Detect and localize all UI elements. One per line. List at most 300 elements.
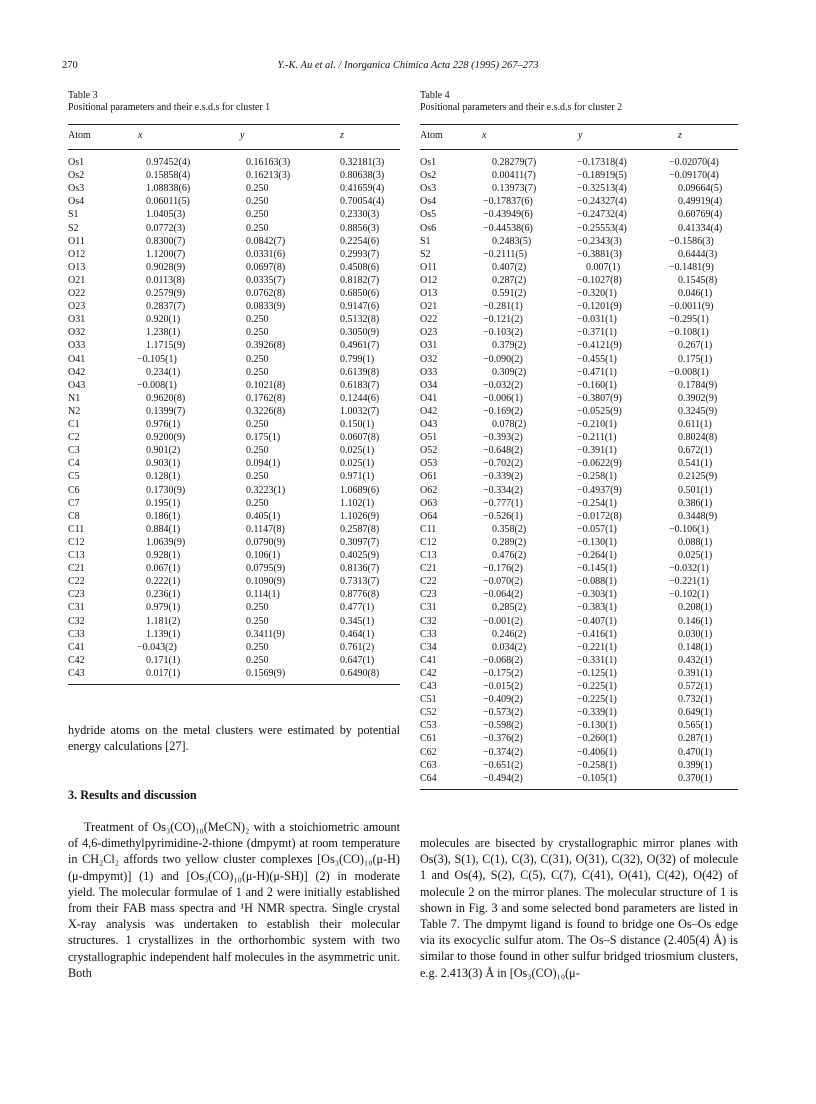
coordinate-cell: 0.6183(7) xyxy=(340,379,380,391)
coordinate-cell: 0.928(1) xyxy=(146,550,181,561)
coordinate-cell: 0.541(1) xyxy=(678,458,713,470)
atom-cell: O32 xyxy=(420,353,438,365)
coordinate-cell: 0.501(1) xyxy=(678,484,713,496)
coordinate-cell: 0.208(1) xyxy=(678,602,713,614)
coordinate-cell: 0.7313(7) xyxy=(340,576,380,588)
coordinate-cell: 0.250 xyxy=(246,327,269,339)
coordinate-cell: 0.0331(6) xyxy=(246,248,286,260)
coordinate-cell: 0.97452(4) xyxy=(146,157,191,168)
coordinate-cell: 0.6490(8) xyxy=(340,667,380,679)
coordinate-cell: 0.399(1) xyxy=(678,759,713,771)
atom-cell: O53 xyxy=(420,458,438,470)
coordinate-cell: 0.3226(8) xyxy=(246,405,286,417)
table-row xyxy=(68,300,400,313)
atom-cell: C33 xyxy=(68,628,85,640)
coordinate-cell: 0.0697(8) xyxy=(246,261,286,273)
coordinate-cell: −0.064(2) xyxy=(483,589,523,601)
coordinate-cell: 0.976(1) xyxy=(146,419,181,430)
atom-cell: C22 xyxy=(68,576,85,588)
coordinate-cell: 0.391(1) xyxy=(678,667,713,679)
coordinate-cell: 0.80638(3) xyxy=(340,170,385,182)
table-row xyxy=(420,772,738,785)
table-row xyxy=(68,444,400,457)
table-row xyxy=(420,300,738,313)
coordinate-cell: 0.250 xyxy=(246,209,269,221)
coordinate-cell: 0.761(2) xyxy=(340,641,375,653)
table3-caption-block xyxy=(68,90,270,114)
atom-cell: C64 xyxy=(420,772,437,784)
table-row xyxy=(68,431,400,444)
atom-cell: C23 xyxy=(68,589,85,601)
coordinate-cell: 0.8136(7) xyxy=(340,563,380,575)
coordinate-cell: −0.176(2) xyxy=(483,563,523,575)
atom-cell: O13 xyxy=(68,261,86,273)
coordinate-cell: 0.386(1) xyxy=(678,497,713,509)
coordinate-cell: 0.3050(9) xyxy=(340,327,380,339)
coordinate-cell: 0.41334(4) xyxy=(678,222,723,234)
coordinate-cell: 0.250 xyxy=(246,497,269,509)
journal-citation: Y.-K. Au et al. / Inorganica Chimica Acta 228 (1995) 267–273 xyxy=(277,60,539,71)
atom-cell: C61 xyxy=(420,733,437,745)
coordinate-cell: 0.2330(3) xyxy=(340,209,380,221)
coordinate-cell: −0.320(1) xyxy=(577,288,617,299)
coordinate-cell: 0.920(1) xyxy=(146,314,181,326)
coordinate-cell: −0.1027(8) xyxy=(577,274,622,286)
coordinate-cell: 0.2579(9) xyxy=(146,288,186,299)
coordinate-cell: −0.006(1) xyxy=(483,392,523,404)
coordinate-cell: 0.565(1) xyxy=(678,720,713,732)
table-rule-header xyxy=(68,149,400,150)
coordinate-cell: 1.0689(6) xyxy=(340,484,380,496)
atom-cell: O31 xyxy=(420,340,438,352)
table-row xyxy=(420,274,738,287)
coordinate-cell: −0.211(1) xyxy=(577,432,617,444)
coordinate-cell: 0.6850(6) xyxy=(340,288,380,299)
atom-cell: O41 xyxy=(68,353,86,365)
coordinate-cell: 0.250 xyxy=(246,615,269,627)
atom-cell: O33 xyxy=(68,340,86,352)
atom-cell: C53 xyxy=(420,720,437,732)
coordinate-cell: 0.2254(6) xyxy=(340,235,380,247)
table-row xyxy=(420,732,738,745)
coordinate-cell: 0.477(1) xyxy=(340,602,375,614)
table-row xyxy=(68,484,400,497)
coordinate-cell: 0.025(1) xyxy=(340,445,375,457)
atom-cell: C2 xyxy=(68,432,80,444)
coordinate-cell: −0.17837(6) xyxy=(483,196,533,208)
atom-cell: O13 xyxy=(420,288,438,299)
coordinate-cell: −0.106(1) xyxy=(669,523,709,535)
table-row xyxy=(68,313,400,326)
table-row xyxy=(420,339,738,352)
intro-text: hydride atoms on the metal clusters were estimated by potential energy calculations [27]. xyxy=(68,723,400,754)
table-row xyxy=(420,261,738,274)
coordinate-cell: −0.32513(4) xyxy=(577,183,627,195)
coordinate-cell: −0.3881(3) xyxy=(577,248,622,260)
table-row xyxy=(68,366,400,379)
coordinate-cell: 0.9200(9) xyxy=(146,432,186,444)
coordinate-cell: −0.221(1) xyxy=(577,641,617,653)
coordinate-cell: 0.046(1) xyxy=(678,288,713,299)
atom-cell: O42 xyxy=(420,405,438,417)
table-row xyxy=(420,562,738,575)
left-paragraph-text: Treatment of Os₃(CO)₁₀(MeCN)₂ with a stoichiometric amount of 4,6-dimethylpyrimidine-2-thione (dmpymt) at room temperature in CH₂Cl₂ affords two yellow cluster complexes [Os₃(CO)₁₀(μ-H)(μ-dmpymt)] (1) and [Os₃(CO)₁₀(μ-H)(μ-SH)] (2) in moderate yield. The molecular formulae of 1 and 2 were initially established from their FAB mass spectra and ¹H NMR spectra. Single crystal X-ray analysis was undertaken to establish their molecular structures. 1 crystallizes in the orthorhombic system with two crystallographic independent half molecules in the asymmetric unit. Both xyxy=(68,820,400,980)
table-row xyxy=(420,549,738,562)
table-row xyxy=(68,287,400,300)
coordinate-cell: −0.130(1) xyxy=(577,720,617,732)
coordinate-cell: 0.345(1) xyxy=(340,615,375,627)
table-row xyxy=(68,497,400,510)
coordinate-cell: −0.281(1) xyxy=(483,301,523,313)
table-row xyxy=(420,601,738,614)
coordinate-cell: −0.24732(4) xyxy=(577,209,627,221)
coordinate-cell: 0.250 xyxy=(246,419,269,430)
table3-label: Table 3 xyxy=(68,90,98,101)
coordinate-cell: −0.2343(3) xyxy=(577,235,622,247)
atom-cell: C22 xyxy=(420,576,437,588)
coordinate-cell: 0.287(1) xyxy=(678,733,713,745)
coordinate-cell: 0.884(1) xyxy=(146,523,181,535)
atom-cell: O32 xyxy=(68,327,86,339)
atom-cell: C43 xyxy=(420,681,437,692)
atom-cell: S1 xyxy=(420,235,431,247)
atom-cell: C32 xyxy=(420,615,437,627)
atom-cell: C13 xyxy=(68,550,85,561)
atom-cell: O12 xyxy=(68,248,86,260)
coordinate-cell: 0.0795(9) xyxy=(246,563,286,575)
coordinate-cell: 0.799(1) xyxy=(340,353,375,365)
table-row xyxy=(68,510,400,523)
atom-cell: Os3 xyxy=(420,183,437,195)
coordinate-cell: −0.175(2) xyxy=(483,667,523,679)
coordinate-cell: −0.376(2) xyxy=(483,733,523,745)
table-row xyxy=(420,523,738,536)
coordinate-cell: −0.777(1) xyxy=(483,497,523,509)
atom-cell: Os4 xyxy=(68,196,85,208)
coordinate-cell: 0.250 xyxy=(246,183,269,195)
coordinate-cell: 0.1244(6) xyxy=(340,392,380,404)
coordinate-cell: −0.102(1) xyxy=(669,589,709,601)
coordinate-cell: −0.407(1) xyxy=(577,615,617,627)
atom-cell: C42 xyxy=(68,654,85,666)
table-row xyxy=(420,693,738,706)
table-row xyxy=(68,274,400,287)
table-row xyxy=(68,379,400,392)
coordinate-cell: −0.145(1) xyxy=(577,563,617,575)
coordinate-cell: −0.258(1) xyxy=(577,471,617,483)
coordinate-cell: 0.649(1) xyxy=(678,707,713,719)
coordinate-cell: −0.264(1) xyxy=(577,550,617,561)
table-rule-header xyxy=(420,149,738,150)
coordinate-cell: 0.572(1) xyxy=(678,681,713,692)
coordinate-cell: −0.057(1) xyxy=(577,523,617,535)
atom-cell: C41 xyxy=(420,654,437,666)
coordinate-cell: 0.3097(7) xyxy=(340,536,380,548)
atom-cell: O34 xyxy=(420,379,438,391)
table-row xyxy=(420,628,738,641)
table-row xyxy=(68,562,400,575)
atom-cell: S2 xyxy=(68,222,79,234)
coordinate-cell: −0.371(1) xyxy=(577,327,617,339)
coordinate-cell: 0.4961(7) xyxy=(340,340,380,352)
coordinate-cell: 0.067(1) xyxy=(146,563,181,575)
coordinate-cell: 0.114(1) xyxy=(246,589,280,601)
table-row xyxy=(420,484,738,497)
coordinate-cell: 0.250 xyxy=(246,602,269,614)
coordinate-cell: 0.017(1) xyxy=(146,667,181,679)
coordinate-cell: 0.611(1) xyxy=(678,419,712,430)
coordinate-cell: −0.125(1) xyxy=(577,667,617,679)
table3-caption: Positional parameters and their e.s.d.s for cluster 1 xyxy=(68,102,271,113)
table-row xyxy=(68,261,400,274)
coordinate-cell: 0.15858(4) xyxy=(146,170,191,182)
table-row xyxy=(68,549,400,562)
coordinate-cell: 0.464(1) xyxy=(340,628,375,640)
coordinate-cell: 0.148(1) xyxy=(678,641,713,653)
atom-cell: C42 xyxy=(420,667,437,679)
table-row xyxy=(420,680,738,693)
coordinate-cell: 0.3926(8) xyxy=(246,340,286,352)
table-row xyxy=(420,379,738,392)
table-row xyxy=(68,588,400,601)
coordinate-cell: −0.121(2) xyxy=(483,314,523,326)
coordinate-cell: 0.407(2) xyxy=(492,261,527,273)
coordinate-cell: −0.090(2) xyxy=(483,353,523,365)
coordinate-cell: −0.391(1) xyxy=(577,445,617,457)
coordinate-cell: −0.0525(9) xyxy=(577,405,622,417)
coordinate-cell: −0.169(2) xyxy=(483,405,523,417)
coordinate-cell: −0.032(1) xyxy=(669,563,709,575)
coordinate-cell: 0.0772(3) xyxy=(146,222,186,234)
coordinate-cell: 1.181(2) xyxy=(146,615,181,627)
atom-cell: S1 xyxy=(68,209,79,221)
coordinate-cell: 0.0607(8) xyxy=(340,432,380,444)
coordinate-cell: 0.007(1) xyxy=(586,261,621,273)
coordinate-cell: 0.222(1) xyxy=(146,576,181,588)
table-row xyxy=(68,182,400,195)
coordinate-cell: 0.246(2) xyxy=(492,628,527,640)
column-header: z xyxy=(678,130,682,141)
coordinate-cell: 0.49919(4) xyxy=(678,196,723,208)
table-row xyxy=(420,235,738,248)
coordinate-cell: 0.2125(9) xyxy=(678,471,718,483)
table-row xyxy=(420,392,738,405)
coordinate-cell: 0.025(1) xyxy=(678,550,713,561)
coordinate-cell: 0.106(1) xyxy=(246,550,281,561)
coordinate-cell: −0.455(1) xyxy=(577,353,617,365)
coordinate-cell: 0.250 xyxy=(246,366,269,378)
table-row xyxy=(420,615,738,628)
table-row xyxy=(68,405,400,418)
coordinate-cell: 0.901(2) xyxy=(146,445,181,457)
coordinate-cell: 0.591(2) xyxy=(492,288,527,299)
table-row xyxy=(420,706,738,719)
table-row xyxy=(420,182,738,195)
coordinate-cell: 0.32181(3) xyxy=(340,157,385,168)
atom-cell: C33 xyxy=(420,628,437,640)
atom-cell: O42 xyxy=(68,366,86,378)
atom-cell: C52 xyxy=(420,707,437,719)
table-row xyxy=(68,235,400,248)
coordinate-cell: 1.1200(7) xyxy=(146,248,186,260)
coordinate-cell: −0.471(1) xyxy=(577,366,617,378)
coordinate-cell: −0.648(2) xyxy=(483,445,523,457)
coordinate-cell: −0.339(1) xyxy=(577,707,617,719)
coordinate-cell: 0.3902(9) xyxy=(678,392,718,404)
coordinate-cell: −0.254(1) xyxy=(577,497,617,509)
atom-cell: O22 xyxy=(420,314,438,326)
coordinate-cell: −0.0622(9) xyxy=(577,458,622,470)
coordinate-cell: 0.9147(6) xyxy=(340,301,380,313)
coordinate-cell: 0.41659(4) xyxy=(340,183,385,195)
coordinate-cell: 0.971(1) xyxy=(340,471,375,483)
table-row xyxy=(420,719,738,732)
table-rule-bottom xyxy=(420,789,738,790)
coordinate-cell: 0.06011(5) xyxy=(146,196,190,208)
coordinate-cell: 0.285(2) xyxy=(492,602,527,614)
coordinate-cell: 0.1021(8) xyxy=(246,379,286,391)
table-row xyxy=(68,353,400,366)
coordinate-cell: −0.160(1) xyxy=(577,379,617,391)
atom-cell: C7 xyxy=(68,497,80,509)
coordinate-cell: −0.334(2) xyxy=(483,484,523,496)
atom-cell: C34 xyxy=(420,641,437,653)
table-row xyxy=(68,575,400,588)
coordinate-cell: 0.3411(9) xyxy=(246,628,285,640)
coordinate-cell: −0.015(2) xyxy=(483,681,523,692)
table-row xyxy=(68,667,400,680)
coordinate-cell: 0.234(1) xyxy=(146,366,181,378)
atom-cell: C12 xyxy=(420,536,437,548)
table-row xyxy=(68,418,400,431)
table-row xyxy=(420,195,738,208)
coordinate-cell: −0.258(1) xyxy=(577,759,617,771)
right-paragraph-text: molecules are bisected by crystallographic mirror planes with Os(3), S(1), C(1), C(3), C(31), O(31), C(32), O(32) of molecule 1 and Os(4), S(2), C(5), C(7), C(41), O(41), C(42), O(42) of molecule 2 on the mirror planes. The molecular structure of 1 is shown in Fig. 3 and some selected bond parameters are listed in Table 7. The dmpymt ligand is found to bridge one Os–Os edge via its exocyclic sulfur atom. The Os–S distance (2.405(4) Å) is similar to those found in other sulfur bridged triosmium clusters, e.g. 2.413(3) Å in [Os₃(CO)₁₀(μ- xyxy=(420,836,738,980)
coordinate-cell: −0.0011(9) xyxy=(669,301,714,313)
atom-cell: C11 xyxy=(68,523,85,535)
coordinate-cell: 0.267(1) xyxy=(678,340,713,352)
table3 xyxy=(68,118,400,718)
atom-cell: C12 xyxy=(68,536,85,548)
coordinate-cell: −0.651(2) xyxy=(483,759,523,771)
coordinate-cell: 0.903(1) xyxy=(146,458,181,470)
coordinate-cell: 1.1715(9) xyxy=(146,340,186,352)
coordinate-cell: −0.008(1) xyxy=(669,366,709,378)
page-number: 270 xyxy=(62,60,78,71)
atom-cell: C21 xyxy=(68,563,85,575)
coordinate-cell: 0.2837(7) xyxy=(146,301,186,313)
coordinate-cell: 1.0405(3) xyxy=(146,209,186,221)
table-row xyxy=(420,222,738,235)
coordinate-cell: 0.078(2) xyxy=(492,419,527,430)
coordinate-cell: 1.0639(9) xyxy=(146,536,186,548)
atom-cell: C3 xyxy=(68,445,80,457)
left-intro-paragraph xyxy=(68,722,400,754)
atom-cell: C63 xyxy=(420,759,437,771)
coordinate-cell: 0.70054(4) xyxy=(340,196,385,208)
table-row xyxy=(68,470,400,483)
coordinate-cell: 0.8182(7) xyxy=(340,274,380,286)
coordinate-cell: −0.17318(4) xyxy=(577,157,627,168)
coordinate-cell: −0.09170(4) xyxy=(669,170,719,182)
column-header: x xyxy=(482,130,487,141)
coordinate-cell: −0.406(1) xyxy=(577,746,617,758)
coordinate-cell: −0.374(2) xyxy=(483,746,523,758)
table-row xyxy=(420,470,738,483)
coordinate-cell: 0.2483(5) xyxy=(492,235,532,247)
atom-cell: O11 xyxy=(420,261,437,273)
coordinate-cell: 0.0113(8) xyxy=(146,274,185,286)
table-row xyxy=(420,457,738,470)
coordinate-cell: −0.130(1) xyxy=(577,536,617,548)
atom-cell: O23 xyxy=(68,301,86,313)
atom-cell: C21 xyxy=(420,563,437,575)
atom-cell: C31 xyxy=(420,602,437,614)
column-header: x xyxy=(138,130,143,141)
coordinate-cell: 0.28279(7) xyxy=(492,157,537,168)
coordinate-cell: 0.0833(9) xyxy=(246,301,286,313)
coordinate-cell: 0.128(1) xyxy=(146,471,181,483)
coordinate-cell: 0.3223(1) xyxy=(246,484,286,496)
coordinate-cell: 0.476(2) xyxy=(492,550,527,561)
coordinate-cell: 0.358(2) xyxy=(492,523,527,535)
coordinate-cell: −0.1201(9) xyxy=(577,301,622,313)
atom-cell: O33 xyxy=(420,366,438,378)
atom-cell: Os1 xyxy=(420,157,437,168)
coordinate-cell: 0.1147(8) xyxy=(246,523,285,535)
coordinate-cell: −0.4937(9) xyxy=(577,484,622,496)
coordinate-cell: 0.2587(8) xyxy=(340,523,380,535)
table-row xyxy=(420,418,738,431)
coordinate-cell: 1.238(1) xyxy=(146,327,181,339)
coordinate-cell: −0.43949(6) xyxy=(483,209,533,221)
coordinate-cell: −0.383(1) xyxy=(577,602,617,614)
atom-cell: Os1 xyxy=(68,157,85,168)
atom-cell: N1 xyxy=(68,392,81,404)
coordinate-cell: 0.289(2) xyxy=(492,536,527,548)
coordinate-cell: −0.416(1) xyxy=(577,628,617,640)
atom-cell: O43 xyxy=(420,419,438,430)
table-row xyxy=(420,366,738,379)
coordinate-cell: 1.139(1) xyxy=(146,628,181,640)
table-row xyxy=(420,497,738,510)
coordinate-cell: 0.175(1) xyxy=(246,432,281,444)
coordinate-cell: −0.573(2) xyxy=(483,707,523,719)
coordinate-cell: −0.103(2) xyxy=(483,327,523,339)
coordinate-cell: 0.8856(3) xyxy=(340,222,380,234)
coordinate-cell: 0.287(2) xyxy=(492,274,527,286)
coordinate-cell: −0.702(2) xyxy=(483,458,523,470)
coordinate-cell: −0.25553(4) xyxy=(577,222,627,234)
table-row xyxy=(420,208,738,221)
coordinate-cell: −0.088(1) xyxy=(577,576,617,588)
table-row xyxy=(68,208,400,221)
atom-cell: O21 xyxy=(68,274,86,286)
atom-cell: O43 xyxy=(68,379,86,391)
coordinate-cell: 0.6139(8) xyxy=(340,366,380,378)
atom-cell: O61 xyxy=(420,471,438,483)
coordinate-cell: 0.09664(5) xyxy=(678,183,723,195)
coordinate-cell: −0.4121(9) xyxy=(577,340,622,352)
table-row xyxy=(68,615,400,628)
coordinate-cell: 0.4508(6) xyxy=(340,261,380,273)
coordinate-cell: 0.647(1) xyxy=(340,654,375,666)
coordinate-cell: 0.0335(7) xyxy=(246,274,286,286)
coordinate-cell: 0.186(1) xyxy=(146,510,181,522)
table-row xyxy=(420,431,738,444)
coordinate-cell: 0.088(1) xyxy=(678,536,713,548)
table-row xyxy=(68,392,400,405)
